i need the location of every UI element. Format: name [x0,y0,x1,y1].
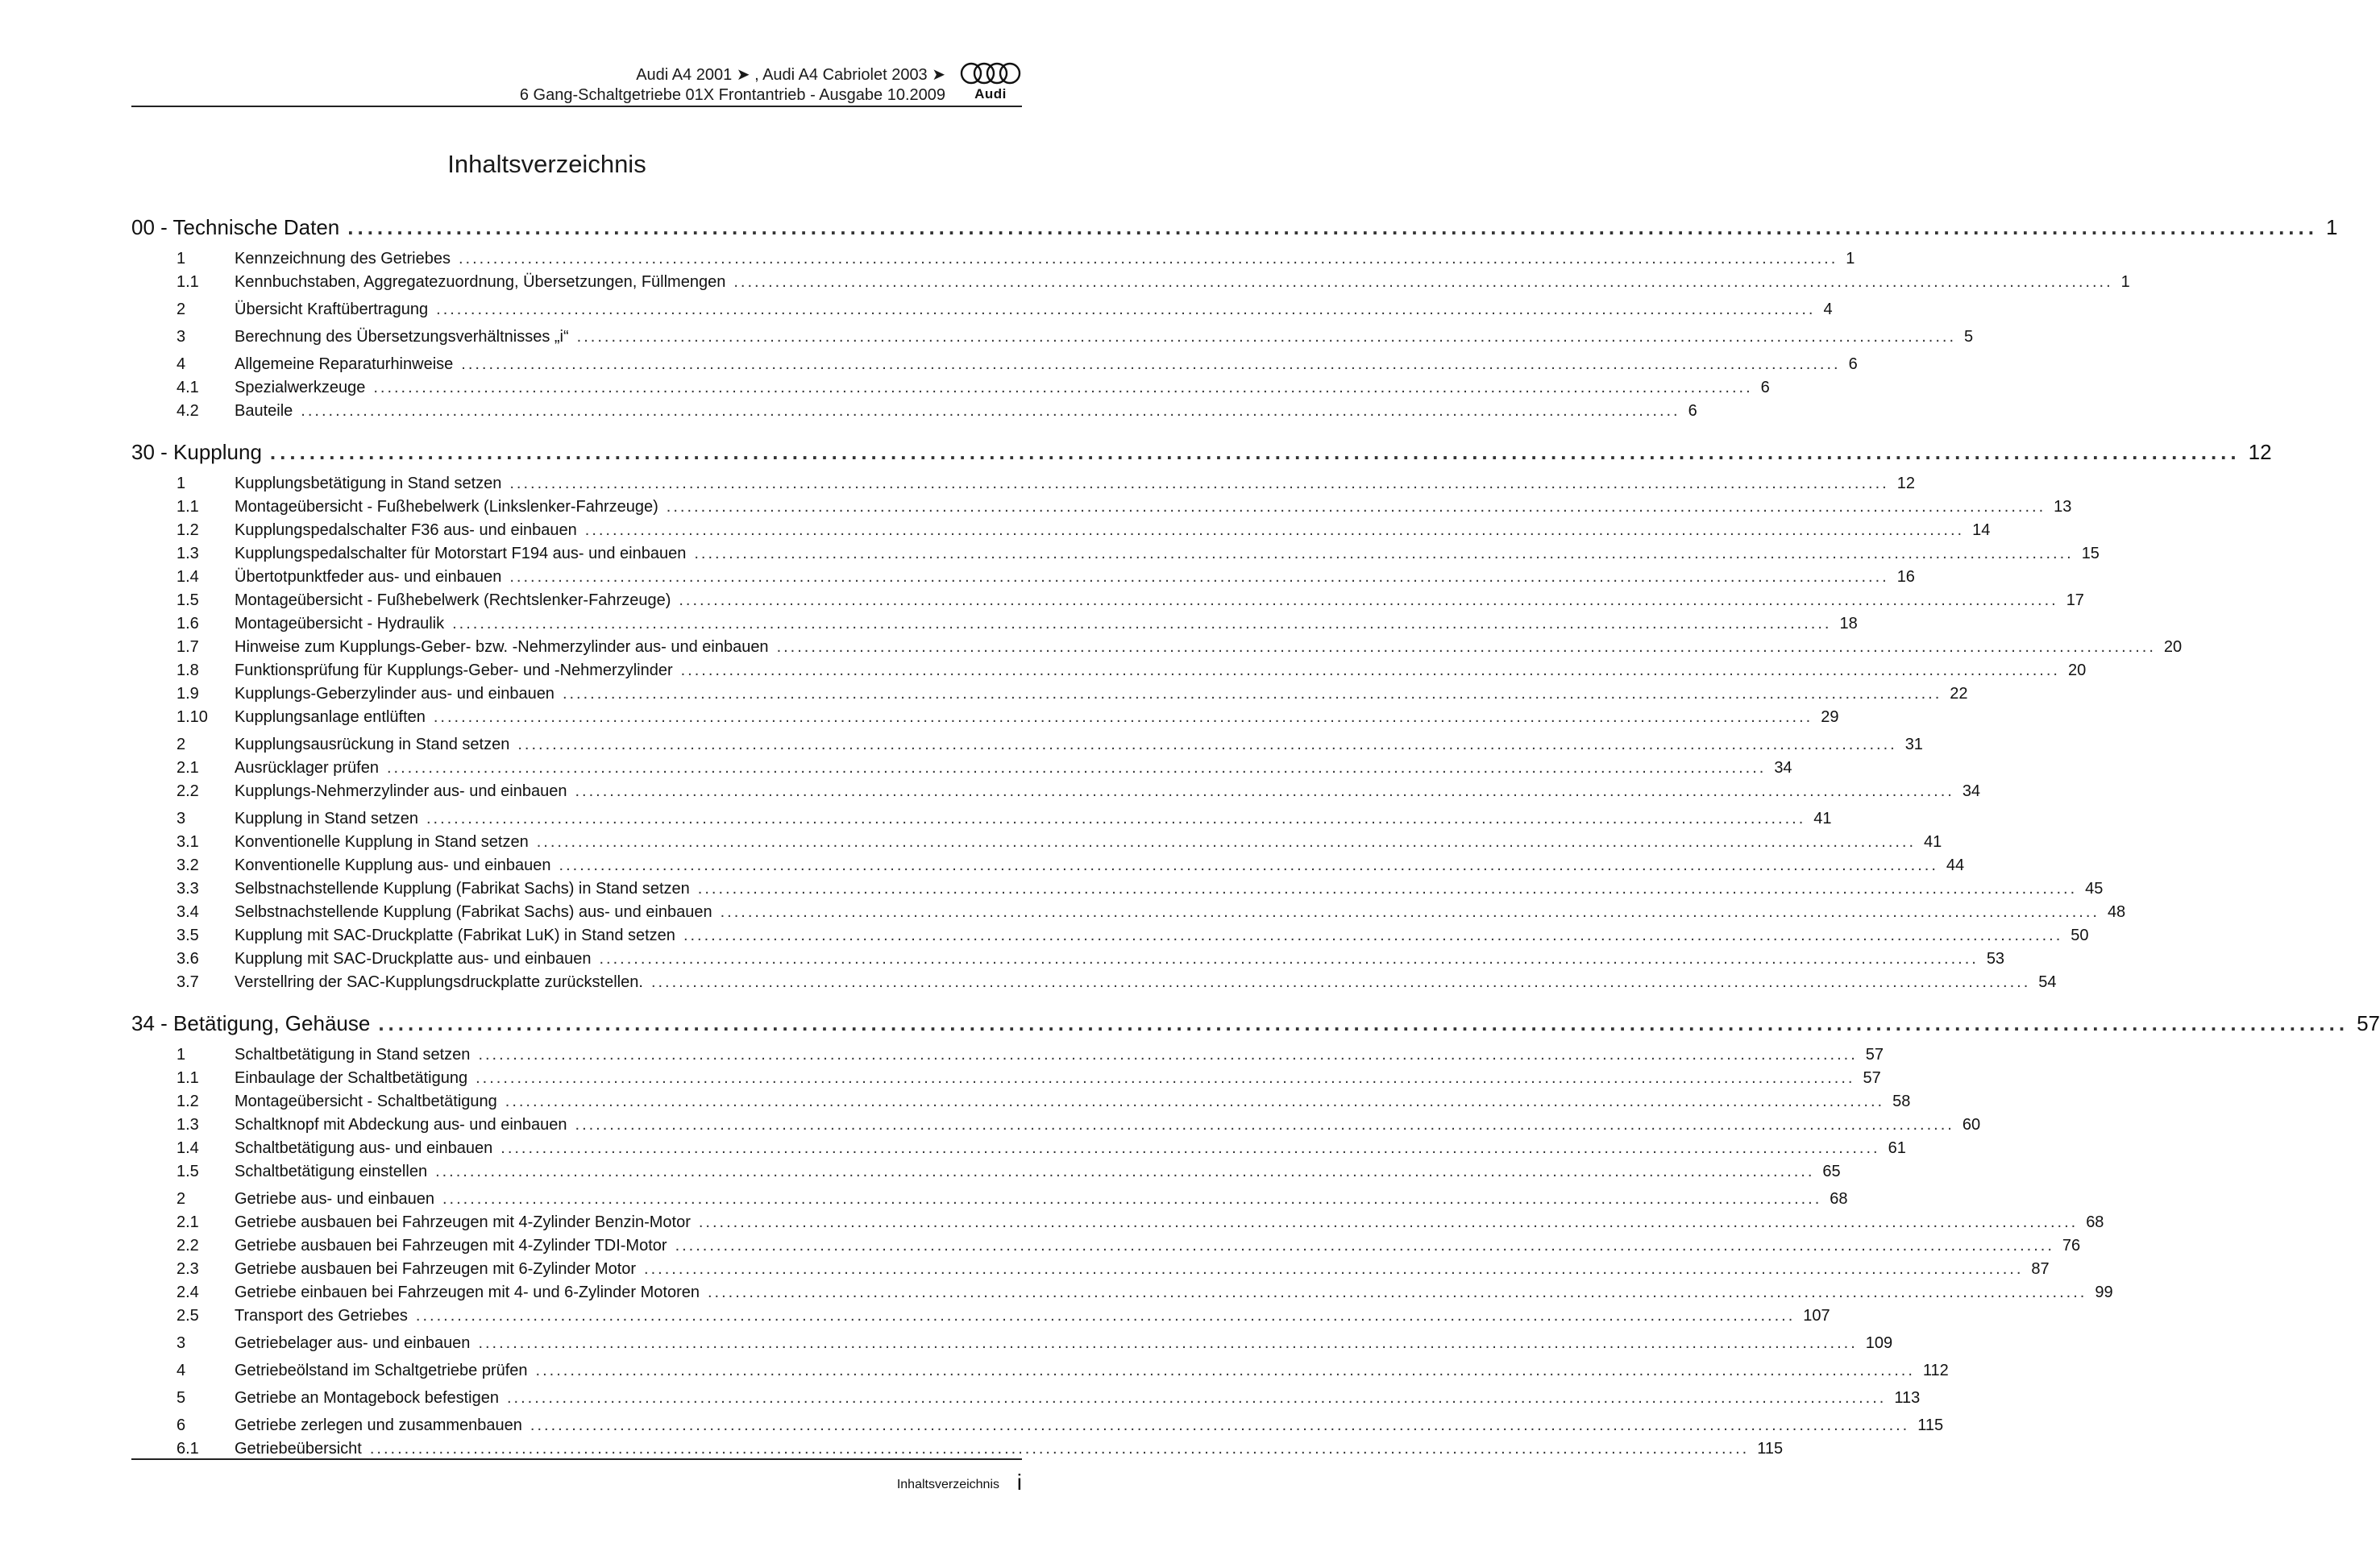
toc-entry-number: 1 [177,250,186,268]
toc-entry-title: 34 - Betätigung, Gehäuse [131,1011,371,1035]
toc-entry-page: 6 [1760,379,1770,396]
toc-entry-number: 4.2 [177,402,199,420]
toc-leader-dots: ........................................................................................................................................................................................................ [720,903,2100,921]
toc-entry-page: 107 [1803,1307,1830,1325]
toc-entry-title: Getriebe ausbauen bei Fahrzeugen mit 4-Zylinder Benzin-Motor [235,1213,691,1231]
toc-entry-title: Montageübersicht - Hydraulik [235,615,445,632]
toc-entry-number: 1 [177,475,186,492]
toc-leader-dots: ........................................................................................................................................................................................................ [584,521,1965,539]
toc-entry-title: Kupplungspedalschalter F36 aus- und einbauen [235,521,577,539]
toc-entry-title: Kupplungs-Nehmerzylinder aus- und einbauen [235,782,567,800]
toc-entry-page: 34 [1774,759,1792,777]
toc-entry-number: 3.3 [177,880,199,898]
toc-entry-sub[interactable] [131,1281,2113,1304]
toc-leader-dots: ........................................................................................................................................................................................................ [733,273,2113,291]
toc-leader-dots: ........................................................................................................................................................................................................ [369,1440,1750,1458]
toc-entry-title: Getriebe aus- und einbauen [235,1190,434,1208]
toc-entry-sub[interactable] [131,589,2084,612]
toc-entry-number: 4 [177,1362,186,1379]
toc-entry-title: Funktionsprüfung für Kupplungs-Geber- und -Nehmerzylinder [235,662,673,679]
toc-entry-sub[interactable] [131,706,1839,729]
toc-entry-number: 5 [177,1389,186,1407]
table-of-contents [131,211,2380,1461]
toc-entry-number: 3.4 [177,903,199,921]
audi-rings-icon [959,61,1022,85]
toc-entry-chapter[interactable] [131,1332,1893,1355]
toc-leader-dots: ........................................................................................................................................................................................................ [269,440,2241,464]
toc-entry-number: 1.2 [177,1093,199,1110]
toc-leader-dots: ........................................................................................................................................................................................................ [373,379,1753,396]
toc-entry-title: Getriebe einbauen bei Fahrzeugen mit 4- und 6-Zylinder Motoren [235,1284,700,1301]
toc-leader-dots: ........................................................................................................................................................................................................ [461,355,1841,373]
toc-entry-page: 65 [1822,1163,1841,1180]
toc-leader-dots: ........................................................................................................................................................................................................ [562,685,1942,703]
toc-entry-number: 1 [177,1046,186,1064]
toc-entry-number: 3.6 [177,950,199,968]
toc-entry-sub[interactable] [131,1437,1784,1461]
toc-entry-sub[interactable] [131,901,2126,924]
toc-entry-number: 1.5 [177,1163,199,1180]
toc-leader-dots: ........................................................................................................................................................................................................ [507,1389,1887,1407]
toc-entry-title: Getriebe zerlegen und zusammenbauen [235,1416,522,1434]
toc-entry-sub[interactable] [131,1304,1830,1328]
toc-leader-dots: ........................................................................................................................................................................................................ [415,1307,1796,1325]
toc-entry-title: Schaltknopf mit Abdeckung aus- und einbauen [235,1116,567,1134]
toc-entry-title: Montageübersicht - Fußhebelwerk (Rechtslenker-Fahrzeuge) [235,591,671,609]
toc-entry-sub[interactable] [131,971,2057,994]
toc-entry-number: 6 [177,1416,186,1434]
toc-entry-page: 50 [2071,927,2089,944]
toc-entry-title: Spezialwerkzeuge [235,379,366,396]
toc-entry-title: Allgemeine Reparaturhinweise [235,355,454,373]
toc-entry-page: 14 [1972,521,1991,539]
toc-entry-page: 115 [1757,1440,1784,1458]
toc-entry-number: 1.9 [177,685,199,703]
toc-entry-sub[interactable] [131,948,2005,971]
toc-entry-title: Kennzeichnung des Getriebes [235,250,451,268]
toc-entry-page: 53 [1986,950,2005,968]
toc-leader-dots: ........................................................................................................................................................................................................ [509,568,1889,586]
toc-entry-number: 1.3 [177,1116,199,1134]
toc-leader-dots: ........................................................................................................................................................................................................ [530,1416,1910,1434]
toc-entry-title: Getriebeübersicht [235,1440,362,1458]
toc-entry-page: 87 [2031,1260,2050,1278]
toc-entry-sub[interactable] [131,757,1792,780]
toc-entry-page: 54 [2038,973,2057,991]
toc-entry-title: 30 - Kupplung [131,440,262,464]
toc-entry-sub[interactable] [131,924,2089,948]
toc-leader-dots: ........................................................................................................................................................................................................ [698,1213,2079,1231]
toc-entry-title: Übersicht Kraftübertragung [235,301,429,318]
toc-entry-number: 4.1 [177,379,199,396]
toc-entry-page: 20 [2067,662,2087,679]
toc-entry-sub[interactable] [131,659,2087,682]
toc-entry-chapter[interactable] [131,1188,1848,1211]
toc-entry-title: Selbstnachstellende Kupplung (Fabrikat Sachs) aus- und einbauen [235,903,712,921]
toc-entry-page: 1 [1846,250,1855,268]
toc-entry-number: 1.1 [177,498,199,516]
toc-entry-sub[interactable] [131,542,2100,566]
toc-entry-chapter[interactable] [131,733,1923,757]
toc-entry-sub[interactable] [131,496,2072,519]
toc-entry-title: Getriebe ausbauen bei Fahrzeugen mit 6-Zylinder Motor [235,1260,637,1278]
toc-entry-number: 2 [177,736,186,753]
toc-entry-sub[interactable] [131,1137,1906,1160]
toc-entry-number: 3 [177,1334,186,1352]
toc-entry-page: 57 [1865,1046,1884,1064]
toc-leader-dots: ........................................................................................................................................................................................................ [679,591,2058,609]
toc-leader-dots: ........................................................................................................................................................................................................ [680,662,2060,679]
toc-entry-page: 61 [1888,1139,1906,1157]
toc-entry-title: Kupplungsausrückung in Stand setzen [235,736,510,753]
toc-leader-dots: ........................................................................................................................................................................................................ [435,1163,1815,1180]
toc-entry-title: Verstellring der SAC-Kupplungsdruckplatte zurückstellen. [235,973,643,991]
toc-entry-page: 44 [1946,856,1965,874]
toc-entry-sub[interactable] [131,271,2130,294]
toc-entry-title: Schaltbetätigung in Stand setzen [235,1046,471,1064]
toc-entry-title: Schaltbetätigung einstellen [235,1163,428,1180]
header-model-line: Audi A4 2001 ➤ , Audi A4 Cabriolet 2003 ➤ [636,66,945,84]
toc-entry-number: 1.7 [177,638,199,656]
toc-leader-dots: ........................................................................................................................................................................................................ [476,1069,1855,1087]
toc-entry-chapter[interactable] [131,247,1855,271]
toc-entry-page: 76 [2062,1237,2081,1255]
toc-leader-dots: ........................................................................................................................................................................................................ [776,638,2156,656]
toc-entry-title: Getriebe ausbauen bei Fahrzeugen mit 4-Zylinder TDI-Motor [235,1237,667,1255]
toc-leader-dots: ........................................................................................................................................................................................................ [650,973,2031,991]
toc-entry-number: 2.2 [177,782,199,800]
toc-entry-number: 2.2 [177,1237,199,1255]
toc-entry-sub[interactable] [131,1114,1981,1137]
toc-entry-number: 3.1 [177,833,199,851]
toc-entry-sub[interactable] [131,854,1965,877]
toc-entry-number: 1.1 [177,1069,199,1087]
toc-entry-page: 68 [1830,1190,1848,1208]
toc-entry-page: 12 [2248,440,2272,464]
toc-entry-title: Transport des Getriebes [235,1307,408,1325]
toc-entry-title: Schaltbetätigung aus- und einbauen [235,1139,493,1157]
toc-leader-dots: ........................................................................................................................................................................................................ [301,402,1680,420]
toc-entry-chapter[interactable] [131,1043,1884,1067]
toc-entry-number: 1.5 [177,591,199,609]
toc-entry-chapter[interactable] [131,326,1974,349]
toc-entry-page: 6 [1848,355,1858,373]
toc-leader-dots: ........................................................................................................................................................................................................ [697,880,2078,898]
toc-leader-dots: ........................................................................................................................................................................................................ [694,545,2074,562]
toc-leader-dots: ........................................................................................................................................................................................................ [559,856,1938,874]
toc-entry-sub[interactable] [131,376,1770,400]
toc-leader-dots: ........................................................................................................................................................................................................ [458,250,1838,268]
toc-entry-page: 113 [1894,1389,1921,1407]
toc-leader-dots: ........................................................................................................................................................................................................ [436,301,1816,318]
toc-entry-page: 17 [2066,591,2084,609]
toc-entry-number: 4 [177,355,186,373]
audi-logo [959,61,1022,106]
toc-entry-page: 41 [1813,810,1832,827]
toc-leader-dots: ........................................................................................................................................................................................................ [575,1116,1954,1134]
toc-entry-page: 48 [2107,903,2126,921]
page-title: Inhaltsverzeichnis [447,150,646,178]
toc-entry-page: 45 [2085,880,2104,898]
toc-entry-chapter[interactable] [131,353,1858,376]
toc-entry-page: 58 [1892,1093,1911,1110]
toc-leader-dots: ........................................................................................................................................................................................................ [433,708,1813,726]
toc-entry-page: 60 [1962,1116,1981,1134]
toc-entry-number: 1.2 [177,521,199,539]
toc-entry-section[interactable] [131,436,2272,468]
toc-entry-page: 31 [1904,736,1923,753]
toc-entry-page: 57 [2357,1011,2380,1035]
toc-leader-dots: ........................................................................................................................................................................................................ [378,1011,2349,1035]
toc-entry-page: 99 [2095,1284,2113,1301]
toc-entry-sub[interactable] [131,1234,2081,1258]
toc-entry-number: 1.4 [177,568,199,586]
toc-entry-sub[interactable] [131,612,1858,636]
toc-entry-number: 3.2 [177,856,199,874]
toc-leader-dots: ........................................................................................................................................................................................................ [505,1093,1885,1110]
toc-entry-title: Berechnung des Übersetzungsverhältnisses „i“ [235,328,569,346]
toc-entry-title: Kupplungspedalschalter für Motorstart F194 aus- und einbauen [235,545,687,562]
toc-leader-dots: ........................................................................................................................................................................................................ [575,782,1954,800]
toc-entry-number: 1.3 [177,545,199,562]
toc-entry-number: 2.1 [177,1213,199,1231]
toc-entry-number: 3 [177,810,186,827]
toc-entry-title: Hinweise zum Kupplungs-Geber- bzw. -Nehmerzylinder aus- und einbauen [235,638,769,656]
toc-entry-page: 13 [2054,498,2072,516]
toc-entry-number: 1.10 [177,708,208,726]
toc-entry-title: Ausrücklager prüfen [235,759,379,777]
toc-entry-title: Kupplungs-Geberzylinder aus- und einbauen [235,685,555,703]
header-edition-line: 6 Gang-Schaltgetriebe 01X Frontantrieb - Ausgabe 10.2009 [519,86,945,104]
toc-entry-number: 2 [177,1190,186,1208]
toc-entry-title: Kupplung mit SAC-Druckplatte (Fabrikat LuK) in Stand setzen [235,927,675,944]
toc-entry-number: 1.8 [177,662,199,679]
toc-leader-dots: ........................................................................................................................................................................................................ [452,615,1832,632]
header-rule [131,106,1022,107]
toc-entry-page: 4 [1823,301,1833,318]
toc-entry-page: 6 [1688,402,1697,420]
toc-leader-dots: ........................................................................................................................................................................................................ [386,759,1767,777]
toc-entry-page: 20 [2163,638,2183,656]
toc-entry-title: Kupplungsanlage entlüften [235,708,426,726]
toc-entry-page: 22 [1950,685,1968,703]
toc-entry-page: 109 [1865,1334,1893,1352]
toc-entry-page: 5 [1964,328,1974,346]
toc-entry-number: 2.5 [177,1307,199,1325]
toc-leader-dots: ........................................................................................................................................................................................................ [666,498,2046,516]
toc-leader-dots: ........................................................................................................................................................................................................ [536,833,1917,851]
toc-entry-title: Kupplung mit SAC-Druckplatte aus- und einbauen [235,950,592,968]
footer-label: Inhaltsverzeichnis [896,1478,999,1491]
toc-entry-number: 1.4 [177,1139,199,1157]
toc-entry-page: 34 [1962,782,1981,800]
toc-entry-title: Kennbuchstaben, Aggregatezuordnung, Übersetzungen, Füllmengen [235,273,726,291]
toc-entry-sub[interactable] [131,877,2104,901]
toc-entry-page: 1 [2120,273,2130,291]
toc-entry-number: 2.1 [177,759,199,777]
toc-entry-page: 112 [1922,1362,1949,1379]
toc-entry-title: Übertotpunktfeder aus- und einbauen [235,568,502,586]
toc-entry-title: Selbstnachstellende Kupplung (Fabrikat Sachs) in Stand setzen [235,880,690,898]
toc-entry-title: 00 - Technische Daten [131,215,340,239]
toc-entry-title: Getriebeölstand im Schaltgetriebe prüfen [235,1362,528,1379]
toc-leader-dots: ........................................................................................................................................................................................................ [347,215,2318,239]
toc-entry-number: 1.1 [177,273,199,291]
toc-leader-dots: ........................................................................................................................................................................................................ [576,328,1956,346]
toc-leader-dots: ........................................................................................................................................................................................................ [517,736,1897,753]
toc-entry-title: Konventionelle Kupplung aus- und einbauen [235,856,551,874]
toc-leader-dots: ........................................................................................................................................................................................................ [675,1237,2054,1255]
toc-entry-sub[interactable] [131,831,1942,854]
page-footer [131,1458,1022,1495]
toc-entry-title: Kupplungsbetätigung in Stand setzen [235,475,502,492]
toc-leader-dots: ........................................................................................................................................................................................................ [683,927,2063,944]
toc-entry-sub[interactable] [131,400,1697,423]
toc-entry-sub[interactable] [131,780,1981,803]
toc-entry-sub[interactable] [131,566,1915,589]
toc-leader-dots: ........................................................................................................................................................................................................ [509,475,1889,492]
toc-entry-page: 15 [2081,545,2100,562]
toc-leader-dots: ........................................................................................................................................................................................................ [478,1334,1858,1352]
toc-entry-sub[interactable] [131,682,1968,706]
toc-leader-dots: ........................................................................................................................................................................................................ [442,1190,1822,1208]
toc-entry-page: 29 [1821,708,1839,726]
toc-entry-title: Getriebe an Montagebock befestigen [235,1389,499,1407]
toc-entry-page: 57 [1863,1069,1881,1087]
toc-entry-chapter[interactable] [131,1414,1944,1437]
toc-entry-page: 68 [2086,1213,2104,1231]
toc-entry-number: 1.6 [177,615,199,632]
toc-entry-sub[interactable] [131,1211,2104,1234]
toc-leader-dots: ........................................................................................................................................................................................................ [501,1139,1880,1157]
toc-leader-dots: ........................................................................................................................................................................................................ [599,950,1979,968]
toc-entry-title: Montageübersicht - Schaltbetätigung [235,1093,497,1110]
page-header [131,61,1022,106]
toc-entry-page: 41 [1924,833,1942,851]
toc-entry-number: 6.1 [177,1440,199,1458]
toc-entry-number: 2 [177,301,186,318]
toc-entry-sub[interactable] [131,1067,1881,1090]
toc-entry-page: 16 [1896,568,1915,586]
toc-entry-number: 3.5 [177,927,199,944]
audi-brand-text: Audi [974,86,1007,102]
toc-entry-number: 2.4 [177,1284,199,1301]
toc-leader-dots: ........................................................................................................................................................................................................ [644,1260,2024,1278]
footer-page-number: i [1016,1470,1022,1495]
toc-entry-title: Montageübersicht - Fußhebelwerk (Linkslenker-Fahrzeuge) [235,498,658,516]
toc-leader-dots: ........................................................................................................................................................................................................ [426,810,1806,827]
toc-entry-chapter[interactable] [131,1387,1921,1410]
toc-entry-chapter[interactable] [131,1359,1949,1383]
toc-entry-section[interactable] [131,211,2338,243]
toc-entry-sub[interactable] [131,1090,1911,1114]
toc-entry-number: 2.3 [177,1260,199,1278]
toc-entry-sub[interactable] [131,519,1991,542]
toc-entry-sub[interactable] [131,1258,2050,1281]
toc-entry-page: 12 [1896,475,1915,492]
footer-rule [131,1458,1022,1460]
toc-entry-number: 3.7 [177,973,199,991]
toc-entry-number: 3 [177,328,186,346]
toc-entry-title: Kupplung in Stand setzen [235,810,418,827]
toc-entry-title: Bauteile [235,402,293,420]
toc-entry-sub[interactable] [131,636,2183,659]
toc-entry-title: Einbaulage der Schaltbetätigung [235,1069,468,1087]
toc-entry-section[interactable] [131,1007,2380,1039]
toc-entry-title: Getriebelager aus- und einbauen [235,1334,471,1352]
toc-entry-chapter[interactable] [131,298,1833,321]
toc-entry-page: 115 [1917,1416,1944,1434]
toc-leader-dots: ........................................................................................................................................................................................................ [535,1362,1915,1379]
toc-entry-page: 18 [1839,615,1858,632]
toc-leader-dots: ........................................................................................................................................................................................................ [478,1046,1858,1064]
toc-entry-page: 1 [2325,215,2338,239]
toc-entry-sub[interactable] [131,1160,1841,1184]
toc-entry-chapter[interactable] [131,807,1832,831]
toc-entry-chapter[interactable] [131,472,1915,496]
toc-entry-title: Konventionelle Kupplung in Stand setzen [235,833,529,851]
toc-leader-dots: ........................................................................................................................................................................................................ [708,1284,2087,1301]
